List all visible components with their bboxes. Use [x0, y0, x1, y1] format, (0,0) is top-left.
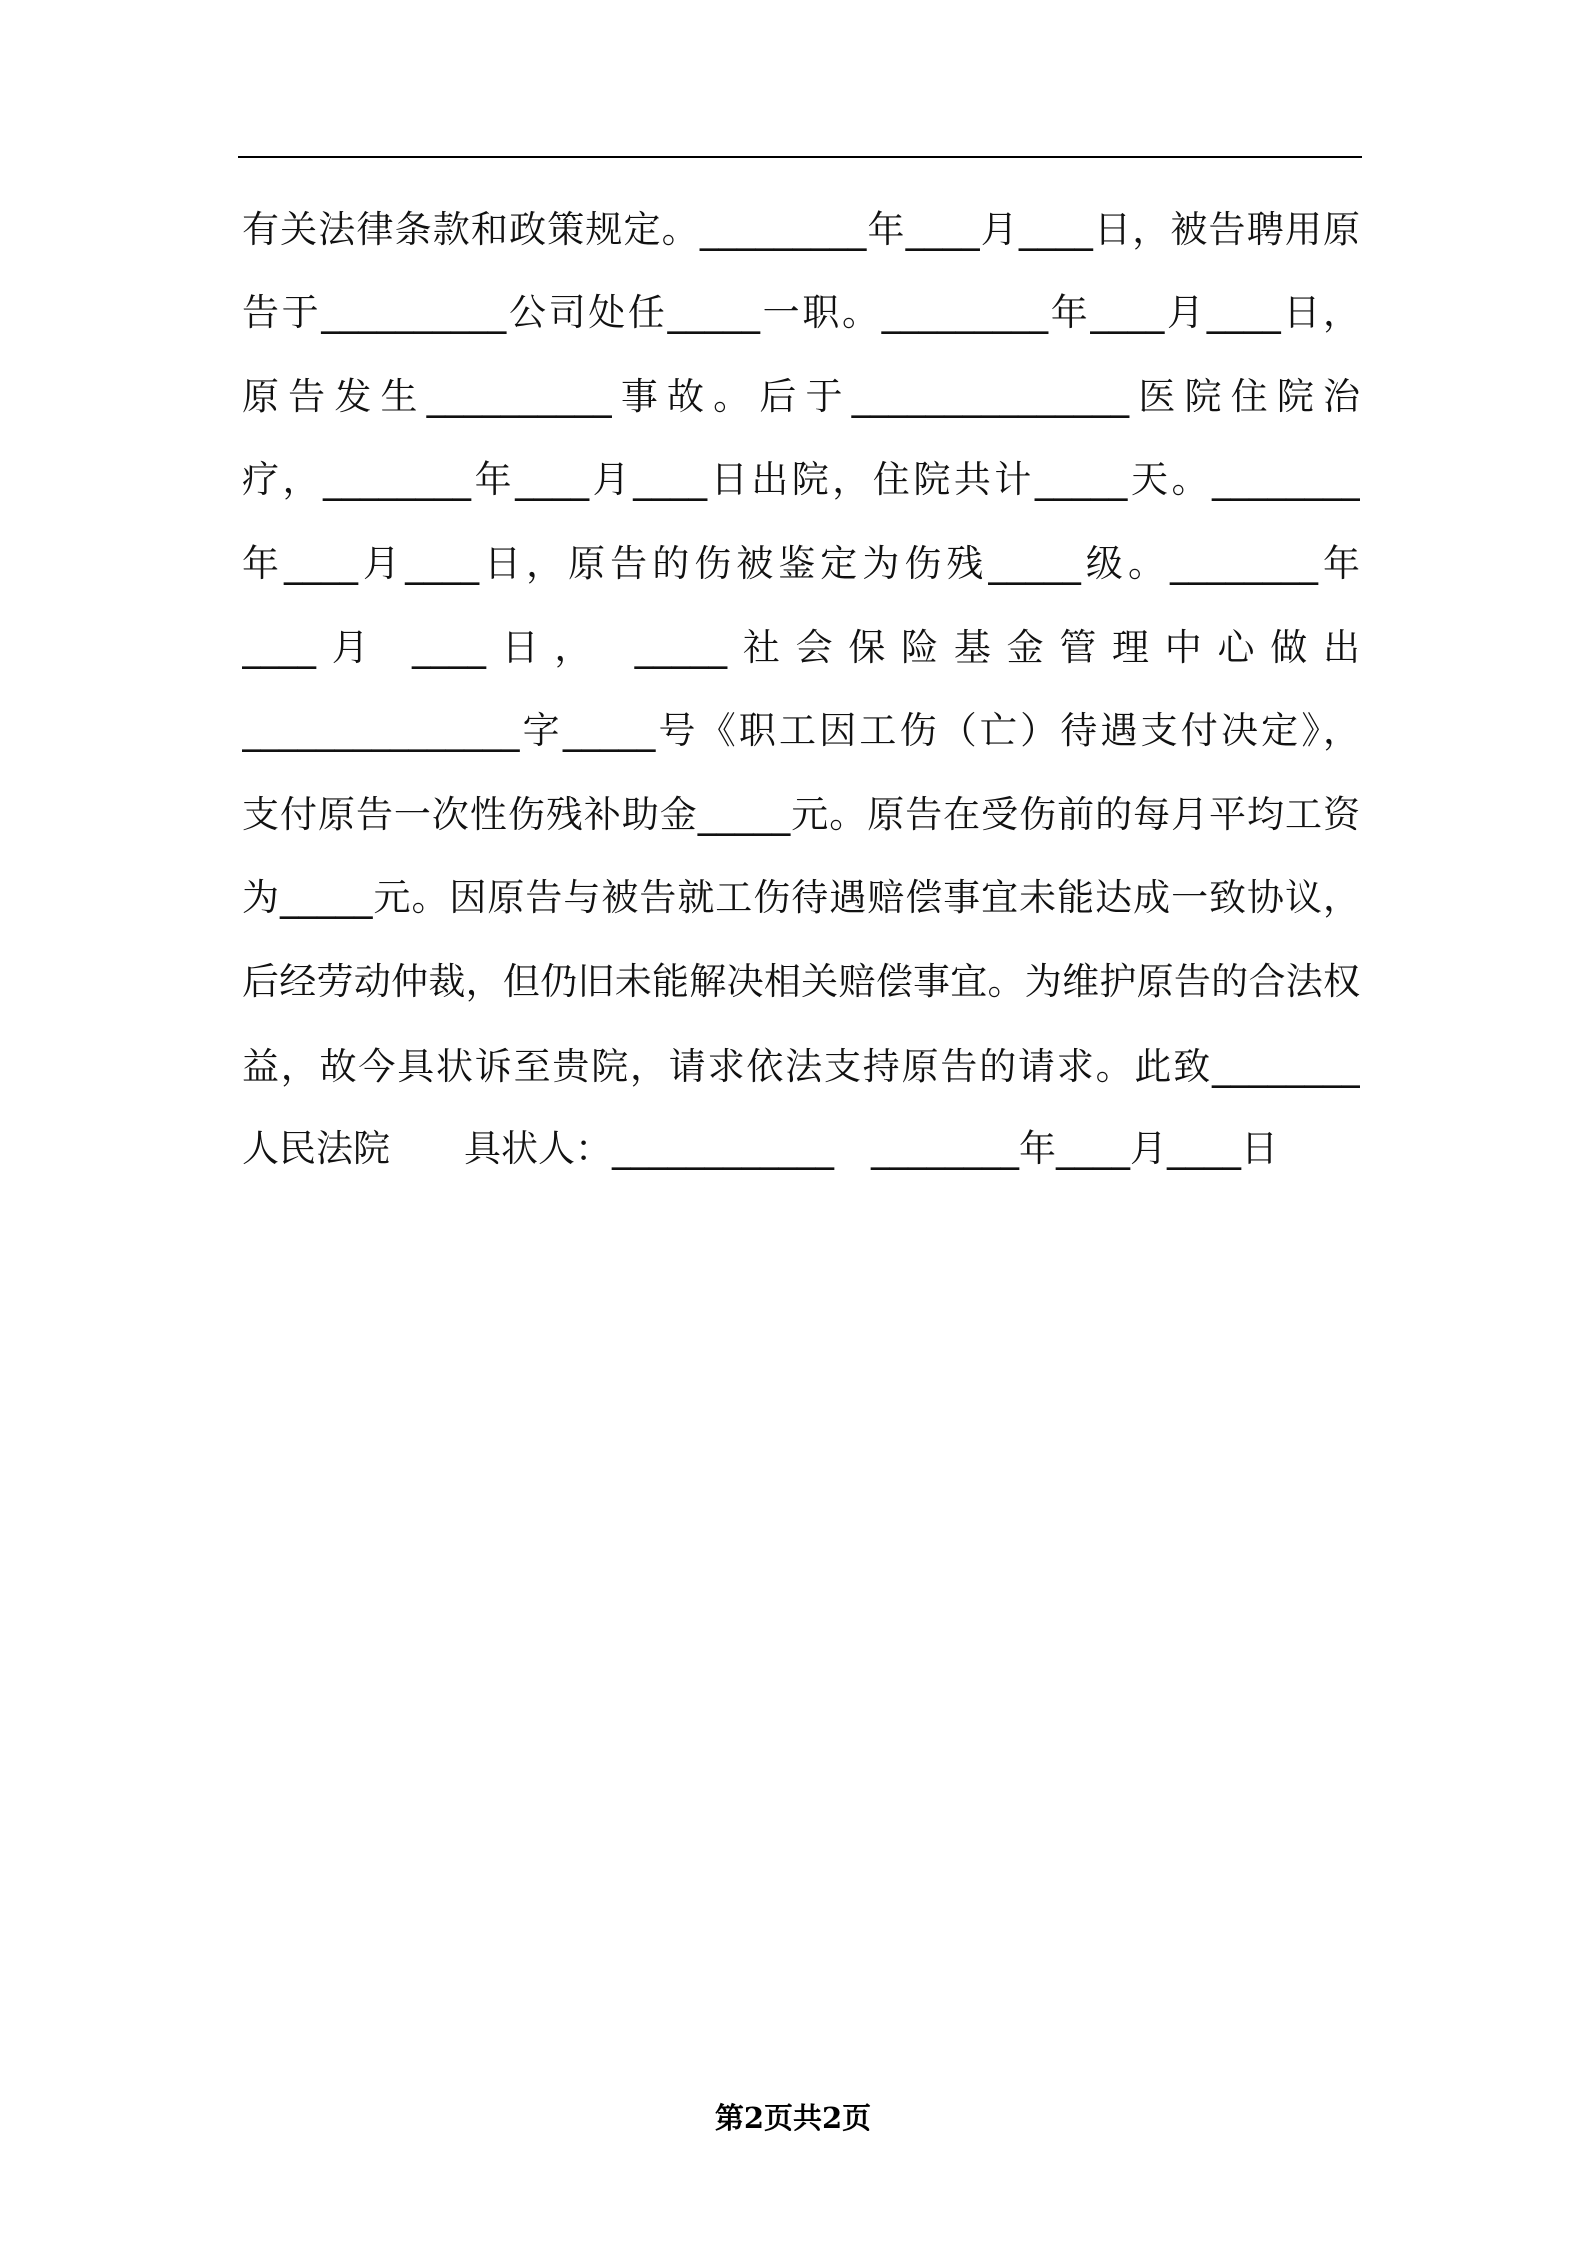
- body-line-3: 原告发生__________事故。后于_______________医院住院治: [242, 375, 1360, 418]
- body-line-4: 疗，________年____月____日出院，住院共计_____天。________: [242, 458, 1360, 501]
- body-line-8: 支付原告一次性伤残补助金_____元。原告在受伤前的每月平均工资: [242, 793, 1360, 836]
- page-number: 第2页共2页: [714, 2101, 872, 2135]
- body-line-11: 益，故今具状诉至贵院，请求依法支持原告的请求。此致________: [242, 1045, 1360, 1088]
- body-line-6: ____月 ____日， _____社会保险基金管理中心做出: [242, 626, 1360, 669]
- header-rule: [238, 156, 1362, 158]
- body-line-10: 后经劳动仲裁，但仍旧未能解决相关赔偿事宜。为维护原告的合法权: [242, 960, 1360, 1003]
- body-line-7: _______________字_____号《职工因工伤（亡）待遇支付决定》，: [242, 709, 1360, 752]
- signature-line: 人民法院 具状人：____________ ________年____月____日: [242, 1127, 1278, 1170]
- body-line-2: 告于__________公司处任_____一职。_________年____月____日，: [242, 291, 1360, 334]
- body-line-5: 年____月____日，原告的伤被鉴定为伤残_____级。________年: [242, 542, 1360, 585]
- body-line-1: 有关法律条款和政策规定。_________年____月____日，被告聘用原: [242, 208, 1360, 251]
- body-line-9: 为_____元。因原告与被告就工伤待遇赔偿事宜未能达成一致协议，: [242, 876, 1360, 919]
